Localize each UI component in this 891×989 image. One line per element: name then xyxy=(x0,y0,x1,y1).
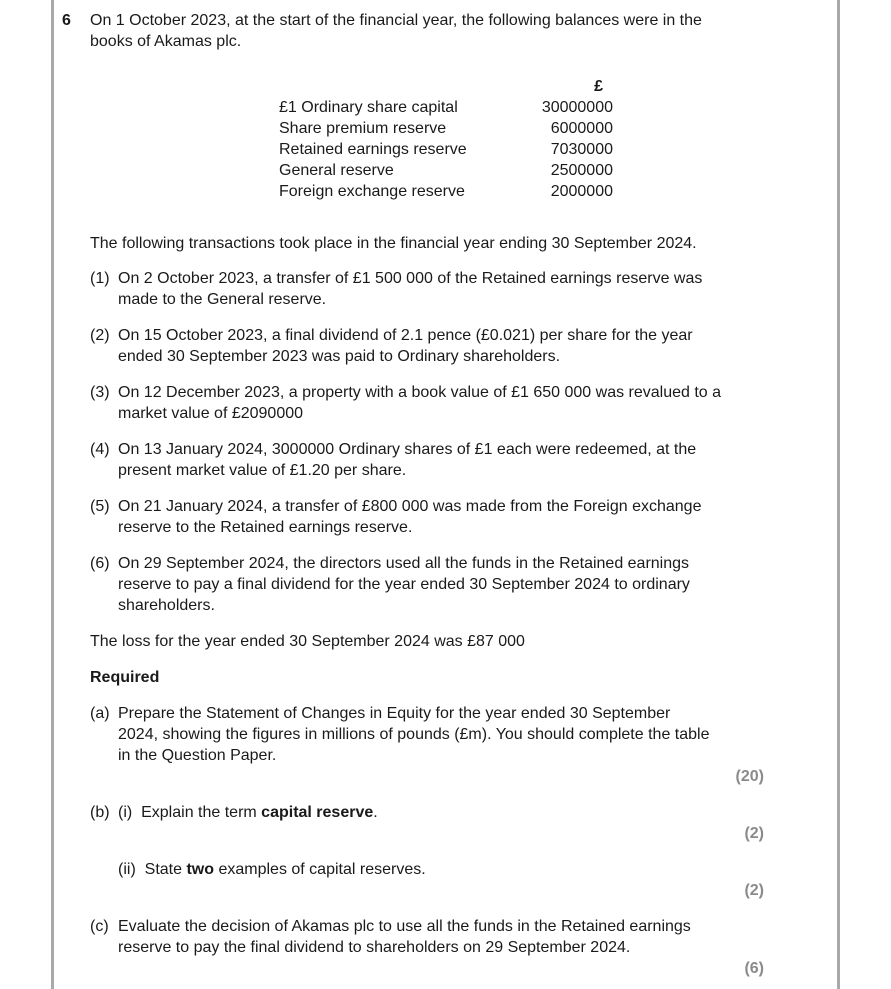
marks-a: (20) xyxy=(735,768,764,785)
part-label: (b) xyxy=(90,804,110,821)
balance-row xyxy=(279,118,613,139)
balance-label: Foreign exchange reserve xyxy=(279,183,465,200)
item-number: (3) xyxy=(90,384,110,401)
balance-value: 6000000 xyxy=(550,120,613,137)
balance-row xyxy=(279,97,613,118)
required-heading: Required xyxy=(90,669,160,686)
item-text: On 2 October 2023, a transfer of £1 500 000 of the Retained earnings reserve was made to the General reserve. xyxy=(118,270,703,308)
transaction-item xyxy=(90,268,730,310)
item-number: (6) xyxy=(90,555,110,572)
transactions-intro: The following transactions took place in the financial year ending 30 September 2024. xyxy=(90,235,697,252)
balance-value: 2000000 xyxy=(550,183,613,200)
marks-c: (6) xyxy=(744,960,764,977)
transaction-item xyxy=(90,496,730,538)
balance-row xyxy=(279,139,613,160)
item-number: (5) xyxy=(90,498,110,515)
loss-statement: The loss for the year ended 30 September 2024 was £87 000 xyxy=(90,633,525,650)
item-text: On 13 January 2024, 3000000 Ordinary shares of £1 each were redeemed, at the present market value of £1.20 per share. xyxy=(118,441,697,479)
part-text: State xyxy=(144,861,187,878)
currency-header: £ xyxy=(594,78,603,95)
right-margin-rule xyxy=(837,0,840,989)
part-label: (c) xyxy=(90,918,109,935)
part-b-i xyxy=(90,802,740,823)
balance-value: 30000000 xyxy=(541,99,613,116)
left-margin-rule xyxy=(51,0,54,989)
item-text: On 21 January 2024, a transfer of £800 000 was made from the Foreign exchange reserve to the Retained earnings reserve. xyxy=(118,498,702,536)
question-number: 6 xyxy=(62,12,71,29)
transaction-item xyxy=(90,439,730,481)
part-text: Explain the term xyxy=(141,804,262,821)
balance-label: General reserve xyxy=(279,162,394,179)
subpart-label: (i) xyxy=(118,804,133,821)
question-intro: On 1 October 2023, at the start of the financial year, the following balances were in the books of Akamas plc. xyxy=(90,12,702,50)
item-number: (1) xyxy=(90,270,110,287)
balance-label: Retained earnings reserve xyxy=(279,141,467,158)
marks-b-ii: (2) xyxy=(744,882,764,899)
item-text: On 12 December 2023, a property with a book value of £1 650 000 was revalued to a market value of £2090000 xyxy=(118,384,722,422)
balance-label: Share premium reserve xyxy=(279,120,447,137)
part-label: (a) xyxy=(90,705,110,722)
balance-label: £1 Ordinary share capital xyxy=(279,99,458,116)
item-text: On 29 September 2024, the directors used all the funds in the Retained earnings reserve to pay a final dividend for the year ended 30 September 2024 to ordinary shareholders. xyxy=(118,555,690,614)
item-number: (4) xyxy=(90,441,110,458)
part-text: examples of capital reserves. xyxy=(214,861,426,878)
balance-row xyxy=(279,160,613,181)
part-text: Prepare the Statement of Changes in Equity for the year ended 30 September 2024, showing the figures in millions of pounds (£m). You should complete the table in the Question Paper. xyxy=(118,705,710,764)
balance-value: 7030000 xyxy=(550,141,613,158)
subpart-label: (ii) xyxy=(118,861,136,878)
balance-value: 2500000 xyxy=(550,162,613,179)
balance-row xyxy=(279,181,613,202)
opening-balances-table xyxy=(279,76,613,202)
part-text: . xyxy=(373,804,378,821)
part-text-bold: two xyxy=(186,861,215,878)
part-text-bold: capital reserve xyxy=(261,804,374,821)
transaction-item xyxy=(90,553,730,616)
item-number: (2) xyxy=(90,327,110,344)
part-c xyxy=(90,916,730,958)
part-text: Evaluate the decision of Akamas plc to use all the funds in the Retained earnings reserve to pay the final dividend to shareholders on 29 September 2024. xyxy=(118,918,691,956)
part-b-ii xyxy=(90,859,740,880)
marks-b-i: (2) xyxy=(744,825,764,842)
transaction-item xyxy=(90,325,730,367)
part-a xyxy=(90,703,710,766)
transaction-item xyxy=(90,382,730,424)
item-text: On 15 October 2023, a final dividend of 2.1 pence (£0.021) per share for the year ended 30 September 2023 was paid to Ordinary shareholders. xyxy=(118,327,693,365)
